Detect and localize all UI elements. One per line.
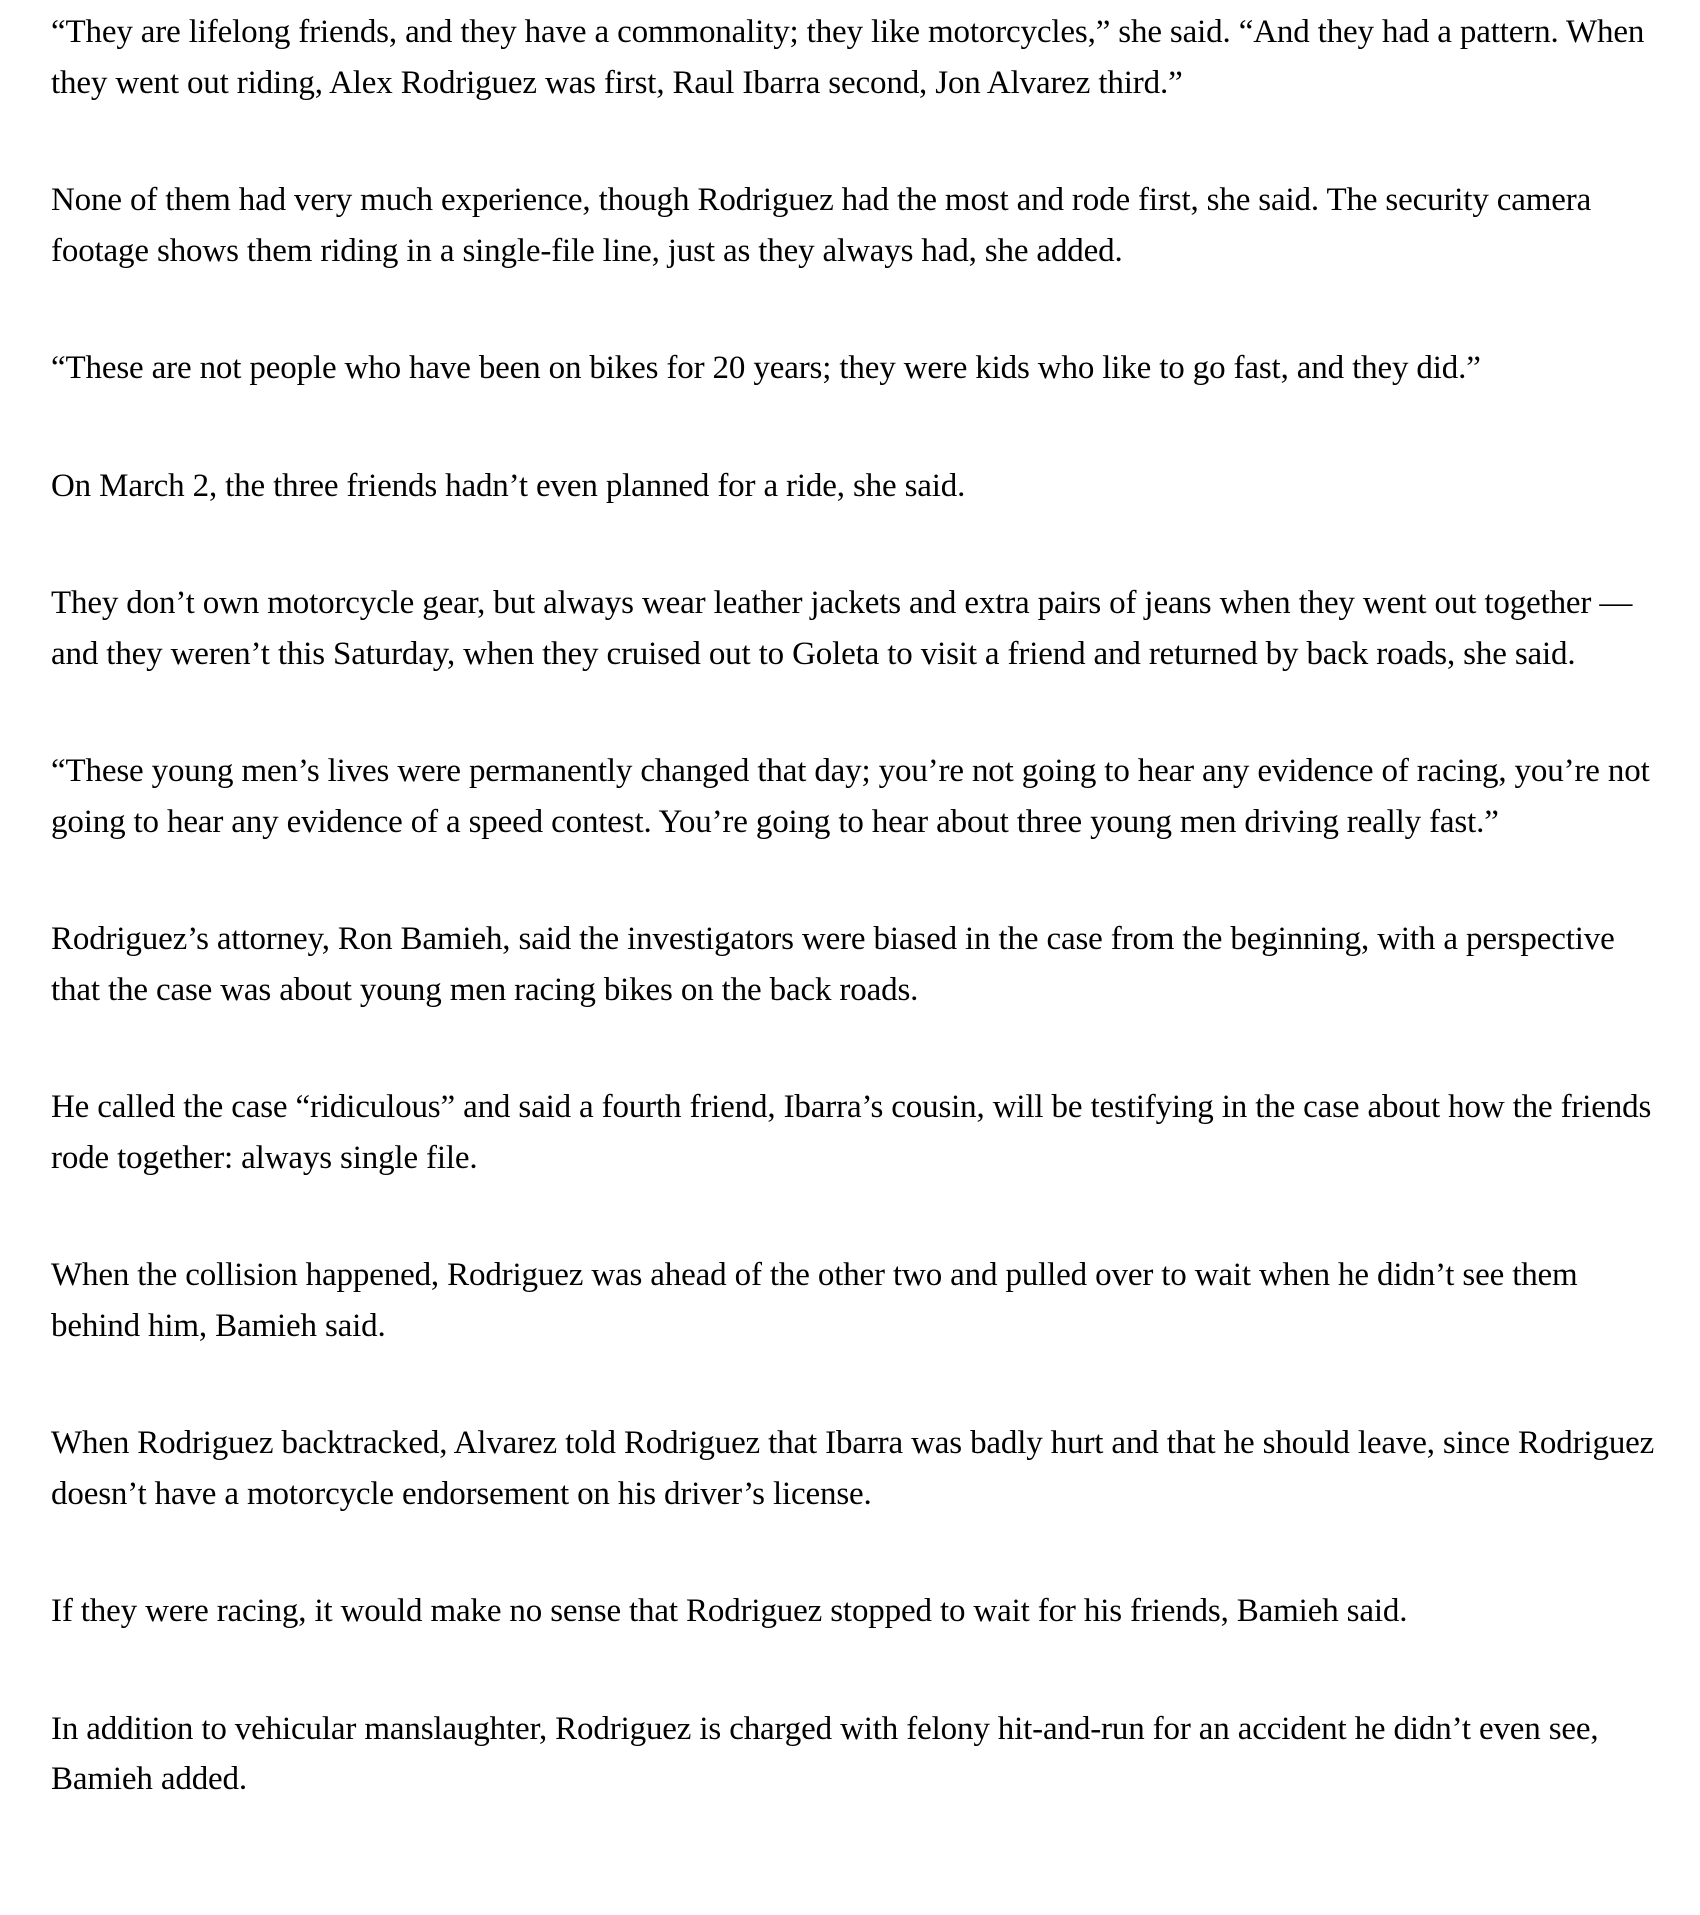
paragraph-racing: If they were racing, it would make no sense that Rodriguez stopped to wait for his friends, Bamieh said. [51, 1593, 1408, 1629]
paragraph-attorney: Rodriguez’s attorney, Ron Bamieh, said the investigators were biased in the case from the beginning, with a perspective that the case was about young men racing bikes on the back roads. [51, 921, 1615, 1008]
paragraph-backtracked: When Rodriguez backtracked, Alvarez told Rodriguez that Ibarra was badly hurt and that he should leave, since Rodriguez doesn’t have a motorcycle endorsement on his driver’s license. [51, 1425, 1655, 1512]
paragraph-ridiculous: He called the case “ridiculous” and said a fourth friend, Ibarra’s cousin, will be testifying in the case about how the friends rode together: always single file. [51, 1089, 1652, 1176]
paragraph-charges: In addition to vehicular manslaughter, Rodriguez is charged with felony hit-and-run for an accident he didn’t even see, Bamieh added. [51, 1710, 1599, 1797]
paragraph-bikes-quote: “These are not people who have been on bikes for 20 years; they were kids who like to go fast, and they did.” [51, 350, 1481, 386]
article-body [51, 7, 1669, 1805]
paragraph-lives-changed-quote: “These young men’s lives were permanently changed that day; you’re not going to hear any evidence of racing, you’re not going to hear any evidence of a speed contest. You’re going to hear about three young men driving really fast.” [51, 753, 1650, 840]
paragraph-lifelong-friends: “They are lifelong friends, and they have a commonality; they like motorcycles,” she said. “And they had a pattern. When they went out riding, Alex Rodriguez was first, Raul Ibarra second, Jon Alvarez third.” [51, 14, 1645, 101]
paragraph-motorcycle-gear: They don’t own motorcycle gear, but always wear leather jackets and extra pairs of jeans when they went out together — and they weren’t this Saturday, when they cruised out to Goleta to visit a friend and returned by back roads, she said. [51, 585, 1633, 672]
paragraph-experience: None of them had very much experience, though Rodriguez had the most and rode first, she said. The security camera footage shows them riding in a single-file line, just as they always had, she added. [51, 182, 1592, 269]
paragraph-collision: When the collision happened, Rodriguez was ahead of the other two and pulled over to wait when he didn’t see them behind him, Bamieh said. [51, 1257, 1578, 1344]
paragraph-march-2: On March 2, the three friends hadn’t even planned for a ride, she said. [51, 467, 966, 504]
